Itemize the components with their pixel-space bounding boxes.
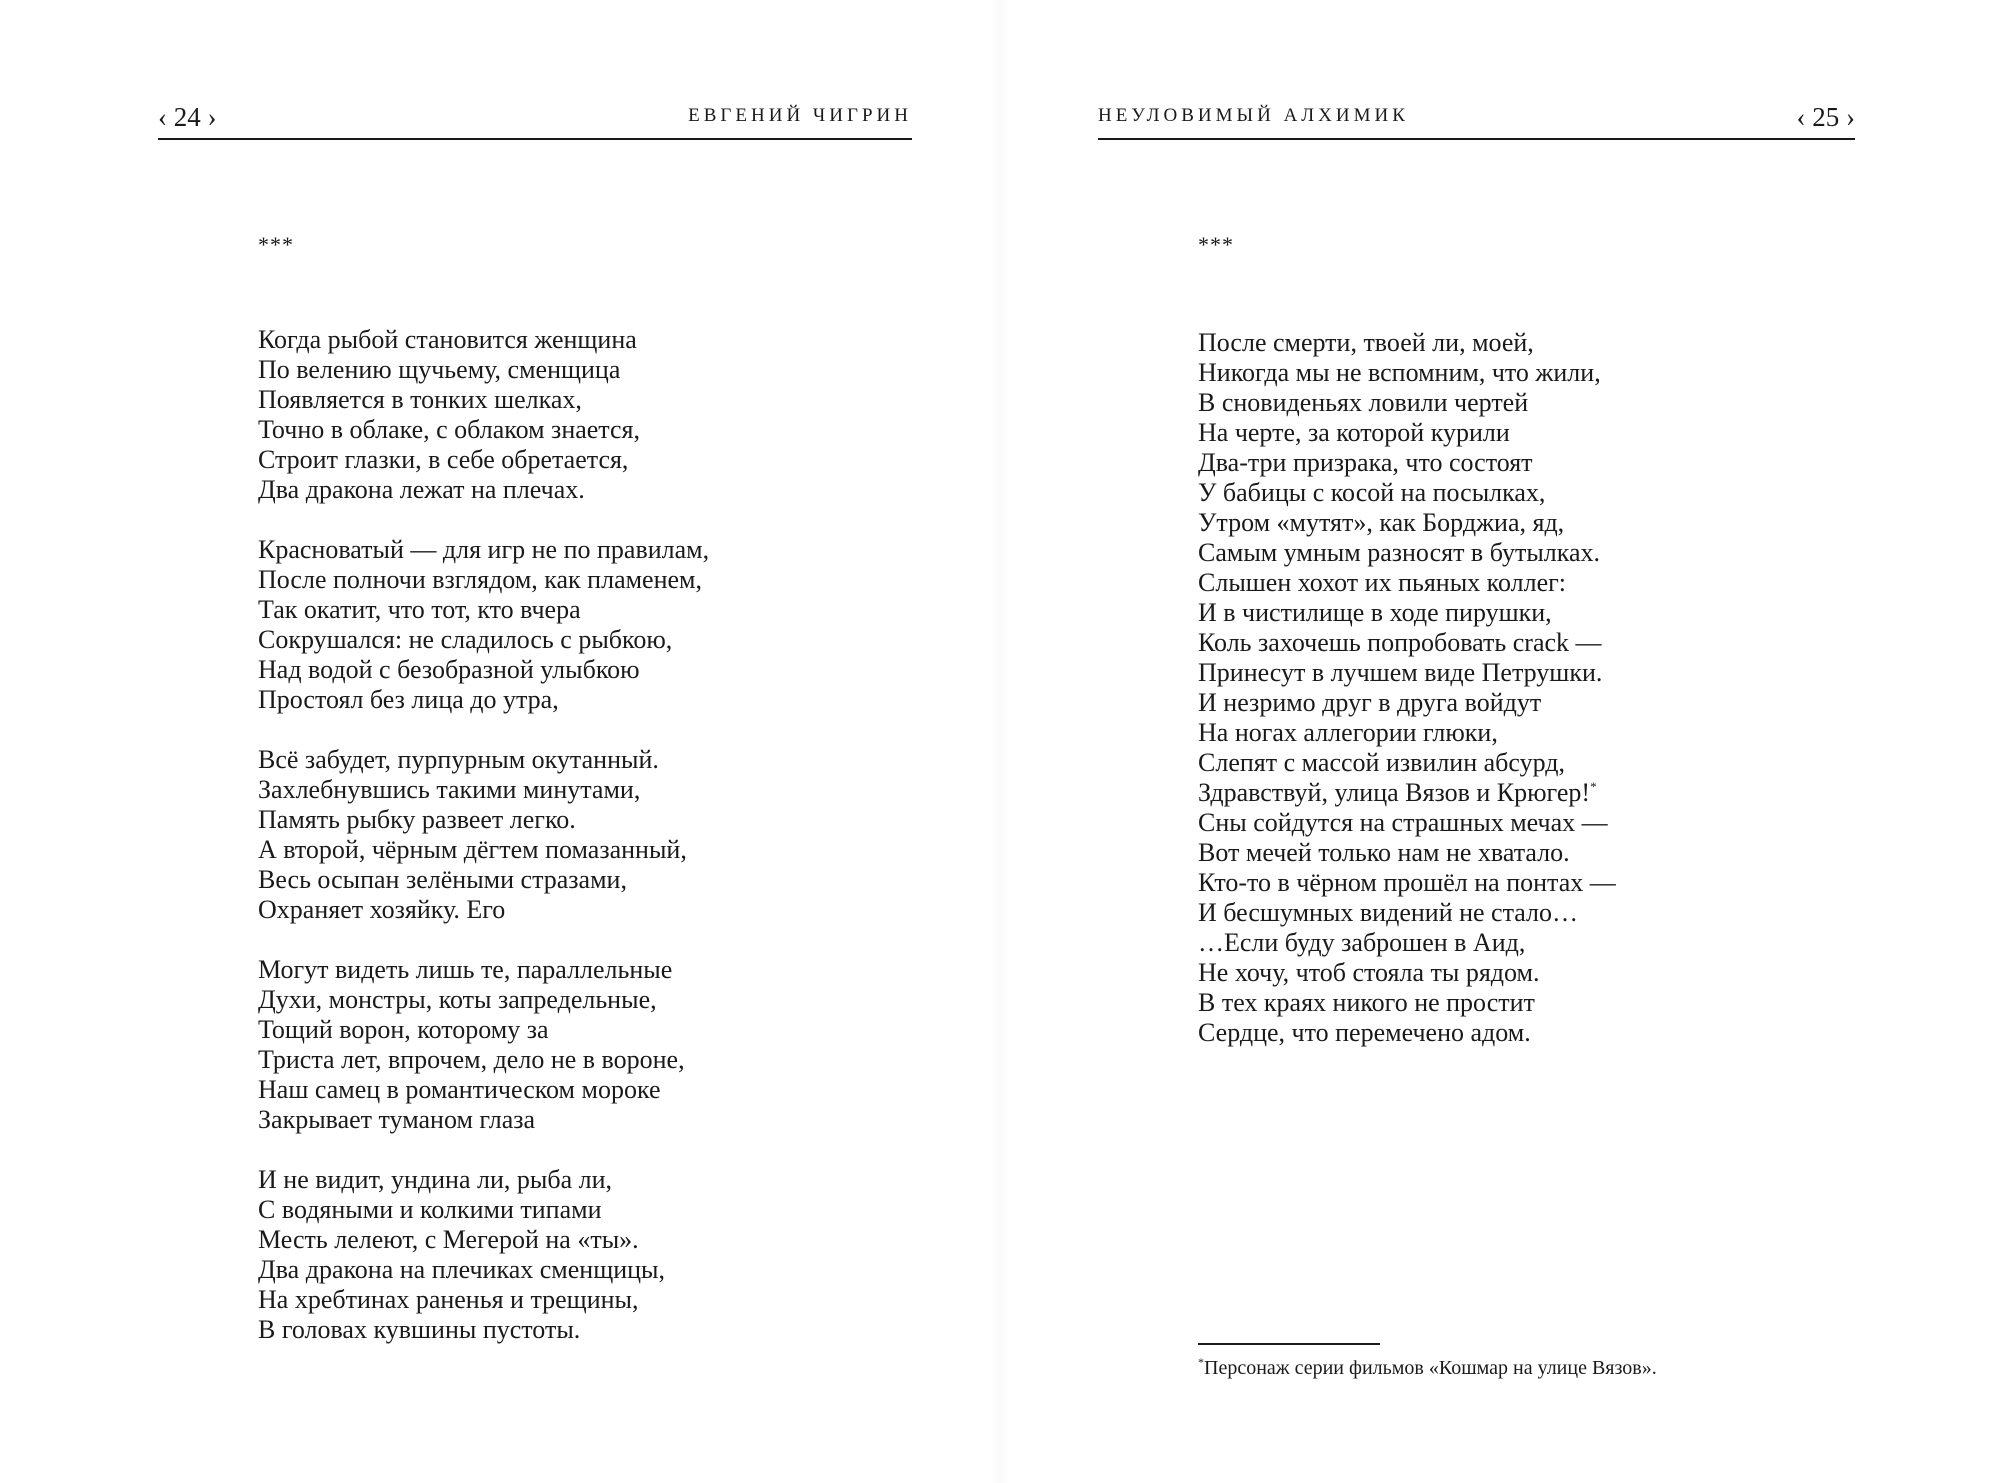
poem-line: Весь осыпан зелёными стразами, <box>258 865 627 894</box>
poem-line: Так окатит, что тот, кто вчера <box>258 595 581 624</box>
poem-line: Не хочу, чтоб стояла ты рядом. <box>1198 958 1540 987</box>
poem-line: В сновиденьях ловили чертей <box>1198 388 1529 417</box>
poem-line: В тех краях никого не простит <box>1198 988 1535 1017</box>
poem-line: И в чистилище в ходе пирушки, <box>1198 598 1552 627</box>
left-page-header <box>158 100 912 140</box>
right-page <box>1000 0 2000 1483</box>
poem-line: Появляется в тонких шелках, <box>258 385 582 414</box>
poem-line: Утром «мутят», как Борджиа, яд, <box>1198 508 1565 537</box>
poem-line: Могут видеть лишь те, параллельные <box>258 955 673 984</box>
poem-line: После полночи взглядом, как пламенем, <box>258 565 703 594</box>
header-rule <box>1098 138 1855 140</box>
footnote-rule <box>1198 1343 1380 1345</box>
poem-line: Два дракона на плечиках сменщицы, <box>258 1255 666 1284</box>
poem-line: С водяными и колкими типами <box>258 1195 602 1224</box>
poem-line: И незримо друг в друга войдут <box>1198 688 1542 717</box>
poem-line: И не видит, ундина ли, рыба ли, <box>258 1165 612 1194</box>
poem-line: Тощий ворон, которому за <box>258 1015 549 1044</box>
poem-line: На черте, за которой курили <box>1198 418 1510 447</box>
stanza <box>258 325 709 505</box>
stanza <box>258 745 709 925</box>
footnote <box>1198 1355 1657 1381</box>
poem-line: На хребтинах раненья и трещины, <box>258 1285 639 1314</box>
page-number: ‹ 24 › <box>158 102 217 132</box>
footnote-text: Персонаж серии фильмов «Кошмар на улице Вязов». <box>1204 1357 1657 1379</box>
poem-line: И бесшумных видений не стало… <box>1198 898 1579 927</box>
section-mark: *** <box>1198 232 1234 257</box>
poem-line: В головах кувшины пустоты. <box>258 1315 581 1344</box>
poem-line: Над водой с безобразной улыбкою <box>258 655 640 684</box>
poem-body <box>1198 328 1616 1048</box>
poem-line: А второй, чёрным дёгтем помазанный, <box>258 835 687 864</box>
running-head-author: ЕВГЕНИЙ ЧИГРИН <box>688 105 912 126</box>
poem-line: После смерти, твоей ли, моей, <box>1198 328 1534 357</box>
poem-line: Всё забудет, пурпурным окутанный. <box>258 745 659 774</box>
poem-line: Охраняет хозяйку. Его <box>258 895 506 924</box>
poem-line: Два дракона лежат на плечах. <box>258 475 585 504</box>
poem-line: Самым умным разносят в бутылках. <box>1198 538 1601 567</box>
stanza <box>258 1165 709 1345</box>
footnote-marker: * <box>1198 1355 1204 1369</box>
poem-line: Коль захочешь попробовать crack — <box>1198 628 1602 657</box>
poem-line: На ногах аллегории глюки, <box>1198 718 1498 747</box>
poem-line-text: Здравствуй, улица Вязов и Крюгер! <box>1198 778 1591 807</box>
section-mark: *** <box>258 232 294 257</box>
poem-line-with-footnote <box>1198 778 1616 808</box>
poem-line: Закрывает туманом глаза <box>258 1105 536 1134</box>
poem-line: Память рыбку развеет легко. <box>258 805 576 834</box>
right-page-header <box>1098 100 1855 140</box>
poem-line: Красноватый — для игр не по правилам, <box>258 535 710 564</box>
poem-line: Кто-то в чёрном прошёл на понтах — <box>1198 868 1616 897</box>
poem-line: …Если буду заброшен в Аид, <box>1198 928 1526 957</box>
poem-line: Сокрушался: не сладилось с рыбкою, <box>258 625 673 654</box>
running-head-book-title: НЕУЛОВИМЫЙ АЛХИМИК <box>1098 105 1409 126</box>
poem-line: Принесут в лучшем виде Петрушки. <box>1198 658 1603 687</box>
poem-line: Триста лет, впрочем, дело не в вороне, <box>258 1045 685 1074</box>
page-number: ‹ 25 › <box>1796 102 1855 132</box>
poem-line: Месть лелеют, с Мегерой на «ты». <box>258 1225 639 1254</box>
poem-line: Строит глазки, в себе обретается, <box>258 445 629 474</box>
poem-line: Простоял без лица до утра, <box>258 685 559 714</box>
poem-line: Духи, монстры, коты запредельные, <box>258 985 657 1014</box>
poem-body <box>258 325 709 1375</box>
poem-line: Слышен хохот их пьяных коллег: <box>1198 568 1567 597</box>
poem-line: Никогда мы не вспомним, что жили, <box>1198 358 1601 387</box>
poem-line: Слепят с массой извилин абсурд, <box>1198 748 1565 777</box>
poem-line: Захлебнувшись такими минутами, <box>258 775 641 804</box>
poem-line: У бабицы с косой на посылках, <box>1198 478 1546 507</box>
poem-line: Точно в облаке, с облаком знается, <box>258 415 640 444</box>
poem-line: Когда рыбой становится женщина <box>258 325 637 354</box>
stanza <box>258 955 709 1135</box>
poem-line: Наш самец в романтическом мороке <box>258 1075 661 1104</box>
poem-line: Сны сойдутся на страшных мечах — <box>1198 808 1608 837</box>
poem-line: Сердце, что перемечено адом. <box>1198 1018 1531 1047</box>
header-rule <box>158 138 912 140</box>
poem-line: Вот мечей только нам не хватало. <box>1198 838 1570 867</box>
poem-line: Два-три призрака, что состоят <box>1198 448 1533 477</box>
footnote-reference: * <box>1590 779 1597 794</box>
poem-line: По велению щучьему, сменщица <box>258 355 621 384</box>
stanza <box>258 535 709 715</box>
